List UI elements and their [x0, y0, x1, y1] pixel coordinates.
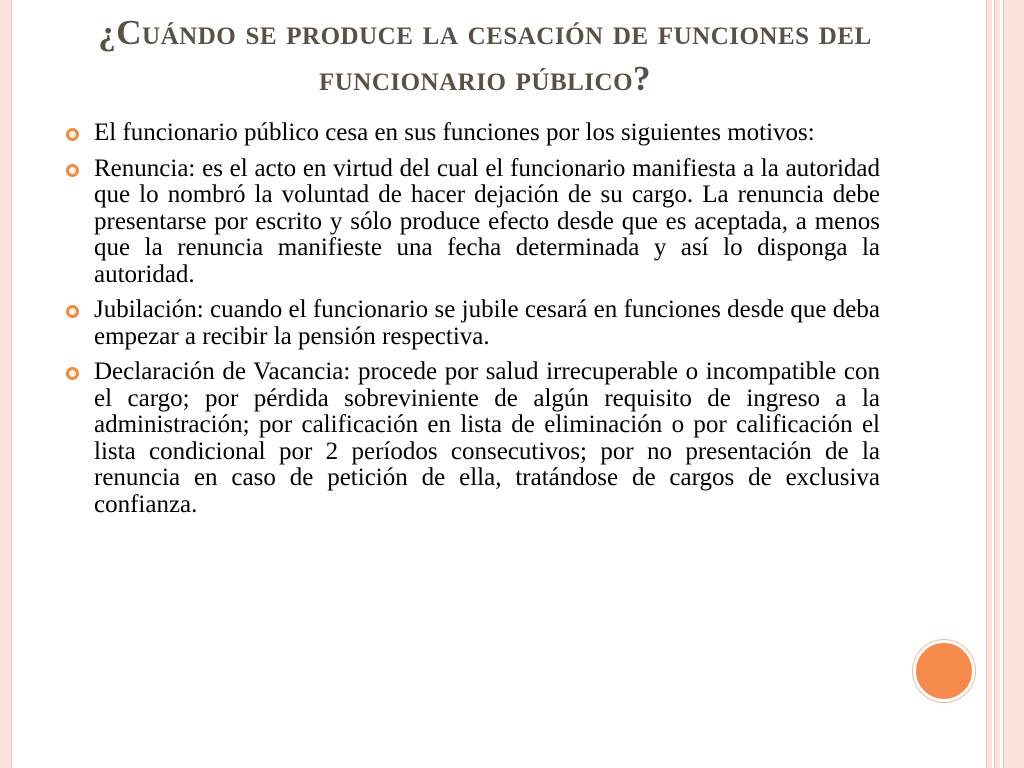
bullet-item: [62, 297, 880, 350]
bullet-text: Jubilación: cuando el funcionario se jubile cesará en funciones desde que deba empezar a recibir la pensión respectiva.: [94, 296, 880, 350]
right-border-stripe-3: [1003, 0, 1024, 768]
circle-bullet-icon: [66, 164, 79, 177]
circle-bullet-icon: [66, 367, 79, 380]
circle-bullet-icon: [66, 128, 79, 141]
circle-bullet-icon: [66, 305, 79, 318]
bullet-text: Declaración de Vacancia: procede por salud irrecuperable o incompatible con el cargo; por pérdida sobreviniente de algún requisito de ingreso a la administración; por calificación en lista de eliminación o por calificación el lista condicional por 2 períodos consecutivos; por no presentación de la renuncia en caso de petición de ella, tratándose de cargos de exclusiva confianza.: [94, 358, 880, 518]
slide-title: ¿Cuándo se produce la cesación de funciones del funcionario público?: [98, 13, 872, 98]
bullet-list: [62, 120, 880, 518]
bullet-text: Renuncia: es el acto en virtud del cual el funcionario manifiesta a la autoridad que lo nombró la voluntad de hacer dejación de su cargo. La renuncia debe presentarse por escrito y sólo produce efecto desde que es aceptada, a menos que la renuncia manifieste una fecha determinada y así lo disponga la autoridad.: [94, 154, 880, 288]
bullet-item: [62, 359, 880, 518]
accent-circle-icon: [913, 640, 975, 702]
slide-content: [62, 120, 880, 527]
bullet-item: [62, 156, 880, 289]
bullet-item: [62, 120, 880, 147]
left-border-decoration: [0, 0, 12, 768]
bullet-text: El funcionario público cesa en sus funciones por los siguientes motivos:: [94, 119, 815, 146]
right-border-stripe-1: [986, 0, 992, 768]
right-border-stripe-2: [994, 0, 1000, 768]
